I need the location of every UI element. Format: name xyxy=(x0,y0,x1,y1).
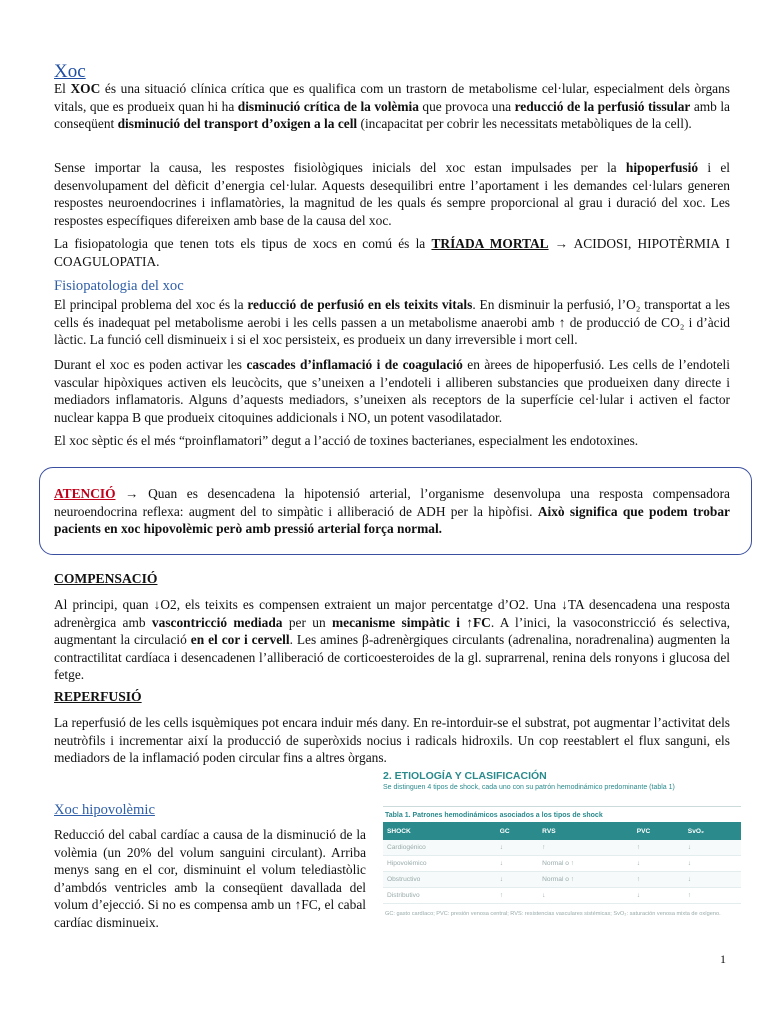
text-run: disminució crítica de la volèmia xyxy=(237,98,419,114)
table-row xyxy=(383,888,741,904)
table-cell: ↑ xyxy=(633,872,684,888)
attention-paragraph xyxy=(54,485,730,538)
table-cell: ↓ xyxy=(496,872,538,888)
text-run: hipoperfusió xyxy=(625,160,699,175)
section-heading-hipovolemic: Xoc hipovolèmic xyxy=(54,802,155,818)
text-run: és una situació clínica crítica que es qualifica com un trastorn de metabolisme cel·lular, especialment dels òrgans vitals, que es produeix quan hi ha xyxy=(54,81,730,114)
table-cell: ↑ xyxy=(684,888,741,904)
text-run: TRÍADA MORTAL xyxy=(431,236,549,251)
table-cell: ↑ xyxy=(633,840,684,856)
table-header-cell: GC xyxy=(496,822,538,840)
text-run: . Les amines β-adrenèrgiques circulants (adrenalina, noradrenalina) augmenten la contractilitat cardíaca i desencadenen l’alliberació de corticoesteroides de la gl. suprarrenal, renina dels ronyons i glucosa del fetge. xyxy=(54,632,730,683)
text-run: que provoca una xyxy=(418,98,515,114)
intro-paragraph-1 xyxy=(54,80,730,133)
text-run: mecanisme simpàtic i ↑FC xyxy=(331,614,491,630)
text-run: → Quan es desencadena la hipotensió arterial, l’organisme desenvolupa una resposta compensadora neuroendocrina reflexa: augment del to simpàtic i alliberació de ADH per la hipòfisi. xyxy=(54,486,730,519)
text-run: . A l’inici, la vasoconstricció és selectiva, augmentant la circulació xyxy=(54,614,730,648)
text-run: per un xyxy=(282,614,332,630)
table-row xyxy=(383,840,741,856)
text-run: Sense importar la causa, les respostes fisiològiques inicials del xoc estan impulsades per la xyxy=(54,160,626,175)
table-cell: ↓ xyxy=(538,888,633,904)
text-run: disminució del transport d’oxigen a la cell xyxy=(117,116,358,132)
text-run: ATENCIÓ xyxy=(54,486,116,501)
table-cell: ↑ xyxy=(496,888,538,904)
table-cell: ↓ xyxy=(496,856,538,872)
text-run: Això significa que podem trobar pacients en xoc hipovolèmic però amb pressió arterial força normal. xyxy=(54,503,730,537)
hipovolemic-paragraph xyxy=(54,826,366,932)
table-cell: ↓ xyxy=(496,840,538,856)
figure-table-wrapper xyxy=(383,806,741,918)
table-caption: Tabla 1. Patrones hemodinámicos asociados a los tipos de shock xyxy=(385,812,603,819)
reperfusio-paragraph xyxy=(54,714,730,767)
text-run: (incapacitat per cobrir les necessitats metabòliques de la cell). xyxy=(357,116,692,132)
table-header-cell: RVS xyxy=(538,822,633,840)
page-title: Xoc xyxy=(54,61,86,82)
table-cell: Obstructivo xyxy=(383,872,496,888)
text-run: amb la conseqüent xyxy=(54,98,730,132)
table-cell: Cardiogénico xyxy=(383,840,496,856)
text-run: vascontricció mediada xyxy=(151,614,283,630)
table-cell: Distributivo xyxy=(383,888,496,904)
hemodynamic-figure xyxy=(383,770,743,942)
text-run: Reducció del cabal cardíac a causa de la disminució de la volèmia (un 20% del volum sanguini circulant) xyxy=(54,827,366,860)
text-run: La fisiopatologia que tenen tots els tipus de xocs en comú és la xyxy=(54,236,432,251)
table-header-cell: SvO₂ xyxy=(684,822,741,840)
table-row xyxy=(383,872,741,888)
hemodynamic-table xyxy=(383,822,741,904)
table-cell: Hipovolémico xyxy=(383,856,496,872)
text-run: reducció de perfusió en els teixits vitals xyxy=(247,297,473,312)
fisio-paragraph-1 xyxy=(54,296,730,349)
section-heading-fisiopatologia: Fisiopatologia del xoc xyxy=(54,278,184,294)
text-run: cascades d’inflamació i de coagulació xyxy=(246,357,463,372)
table-row xyxy=(383,856,741,872)
text-run: Durant el xoc es poden activar les xyxy=(54,357,247,372)
table-cell: ↑ xyxy=(538,840,633,856)
table-header-cell: SHOCK xyxy=(383,822,496,840)
table-footnote: GC: gasto cardíaco; PVC: presión venosa central; RVS: resistencias vasculares sistémicas; SvO₂: saturación venosa mixta de oxígeno. xyxy=(385,911,721,917)
section-heading-compensacio: COMPENSACIÓ xyxy=(54,571,158,586)
text-run: i el desenvolupament del dèficit d’energia cel·lular. Aquests desequilibri entre l’aportament i les demandes cel·lulars generen respostes neuroendocrines i inflamatòries, la magnitud de les quals és sempre proporcional al grau i duració del xoc. Les respostes específiques difereixen amb base de la causa del xoc. xyxy=(54,160,730,228)
fisio-paragraph-2 xyxy=(54,356,730,426)
text-run: en el cor i cervell xyxy=(190,632,290,648)
table-body xyxy=(383,840,741,904)
text-run: en àrees de hipoperfusió. Les cells de l’endoteli vascular hipòxiques activen els leucòcits, que s’uneixen a l’endoteli i alliberen substancies que produeixen dany directe i mediadors inflamatoris. Alguns d’aquests mediadors, s’uneixen als receptors de la superfície cel·lular i activen el factor nuclear kappa B que produeix citoquines addicionals i NO, un potent vasodilatador. xyxy=(54,357,730,425)
figure-title: 2. ETIOLOGÍA Y CLASIFICACIÓN xyxy=(383,770,547,782)
text-run: Al principi, quan ↓O2, els teixits es compensen extraient un major percentatge d’O2. Una ↓TA desencadena una resposta adrenèrgica amb xyxy=(54,597,730,630)
text-run: XOC xyxy=(70,81,101,96)
intro-paragraph-3 xyxy=(54,235,730,270)
figure-subtitle: Se distinguen 4 tipos de shock, cada uno con su patrón hemodinámico predominante (tabla 1) xyxy=(383,784,675,791)
fisio-paragraph-3 xyxy=(54,432,730,450)
text-run: → ACIDOSI, HIPOTÈRMIA I COAGULOPATIA. xyxy=(54,236,730,269)
table-cell: ↓ xyxy=(633,888,684,904)
intro-paragraph-2 xyxy=(54,159,730,229)
text-run: El principal problema del xoc és la xyxy=(54,297,248,312)
table-cell: ↓ xyxy=(684,872,741,888)
text-run: El xyxy=(54,81,71,96)
compensacio-paragraph xyxy=(54,596,730,684)
table-header-cell: PVC xyxy=(633,822,684,840)
table-cell: Normal o ↑ xyxy=(538,856,633,872)
text-run: . Arriba menys sang en el cor, disminuint el volum telediastòlic d’ambdós ventricles amb la conseqüent davallada del volum d’ejecció. Si no es compensa amb un ↑FC, el cabal cardíac disminueix. xyxy=(54,844,367,930)
text-run: El xoc sèptic és el més “proinflamatori” degut a l’acció de toxines bacterianes, especialment les endotoxines. xyxy=(54,433,639,448)
table-cell: ↓ xyxy=(684,840,741,856)
page-number: 1 xyxy=(720,952,726,966)
text-run: La reperfusió de les cells isquèmiques pot encara induir més dany. En re-intorduir-se el substrat, pot augmentar l’activitat dels neutròfils i incrementar així la producció de superòxids nocius i radicals hidroxils. Un cop reestablert el flux sanguni, els mediadors de la inflamació poden circular fins a altres òrgans. xyxy=(54,715,730,766)
text-run: . En disminuir la perfusió, l’O₂ transportat a les cells és inadequat pel metabolisme aerobi i les cells passen a un metabolisme anaerobi amb ↑ de producció de CO₂ i d’àcid làctic. La funció cell disminueix i si el xoc persisteix, es produeix un dany irreversible i mort cell. xyxy=(54,297,730,348)
text-run: reducció de la perfusió tissular xyxy=(514,98,691,114)
table-cell: Normal o ↑ xyxy=(538,872,633,888)
table-cell: ↓ xyxy=(633,856,684,872)
section-heading-reperfusio: REPERFUSIÓ xyxy=(54,689,142,704)
table-cell: ↓ xyxy=(684,856,741,872)
table-header-row xyxy=(383,822,741,840)
